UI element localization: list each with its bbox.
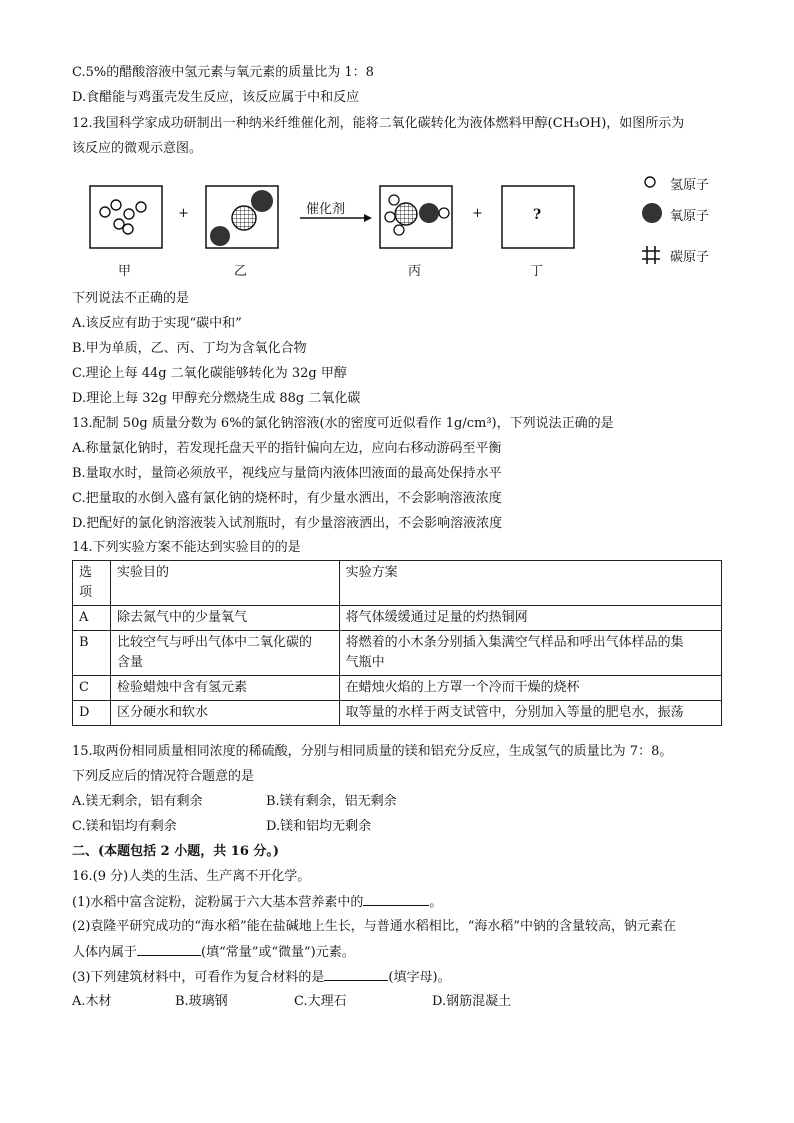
label-bing: 丙 xyxy=(408,264,422,279)
label-ding: 丁 xyxy=(530,264,544,279)
q13-option-b: B.量取水时，量筒必须放平，视线应与量筒内液体凹液面的最高处保持水平 xyxy=(72,466,502,481)
box-jia xyxy=(90,186,162,248)
q16-option-c: C.大理石 xyxy=(294,994,347,1009)
table-row xyxy=(73,606,722,631)
q16-part2-line1: (2)袁隆平研究成功的“海水稻”能在盐碱地上生长，与普通水稻相比，“海水稻”中钠的含量较高，钠元素在 xyxy=(72,919,676,934)
q15-option-c: C.镁和铝均有剩余 xyxy=(72,819,177,834)
q16-option-d: D.钢筋混凝土 xyxy=(432,994,512,1009)
table-row xyxy=(73,631,722,676)
header-goal: 实验目的 xyxy=(110,561,339,606)
box-bing xyxy=(380,186,452,248)
row-option: B xyxy=(73,631,111,676)
q15-stem-line1: 15.取两份相同质量相同浓度的稀硫酸，分别与相同质量的镁和铝充分反应，生成氢气的质量比为 7：8。 xyxy=(72,744,673,759)
q15-option-a: A.镁无剩余，铝有剩余 xyxy=(72,794,203,809)
row-goal: 区分硬水和软水 xyxy=(110,701,339,726)
legend-carbon: 碳原子 xyxy=(670,250,710,265)
q16-part3: (3)下列建筑材料中，可看作为复合材料的是 (填字母)。 xyxy=(72,970,451,985)
row-plan: 将气体缓缓通过足量的灼热铜网 xyxy=(339,606,721,631)
plus-sign-2: + xyxy=(472,206,483,221)
row-goal: 比较空气与呼出气体中二氧化碳的 含量 xyxy=(110,631,339,676)
section-2-title: 二、(本题包括 2 小题，共 16 分。) xyxy=(72,844,280,859)
q13-option-c: C.把量取的水倒入盛有氯化钠的烧杯时，有少量水洒出，不会影响溶液浓度 xyxy=(72,491,502,506)
q15-stem-line2: 下列反应后的情况符合题意的是 xyxy=(72,769,255,784)
q12-option-c: C.理论上每 44g 二氧化碳能够转化为 32g 甲醇 xyxy=(72,366,347,381)
answer-blank-2[interactable] xyxy=(137,943,201,956)
q13-option-d: D.把配好的氯化钠溶液装入试剂瓶时，有少量溶液洒出，不会影响溶液浓度 xyxy=(72,516,503,531)
q16-option-b: B.玻璃钢 xyxy=(175,994,228,1009)
experiment-table xyxy=(72,560,722,726)
legend-oxygen: 氧原子 xyxy=(670,209,710,224)
row-option: C xyxy=(73,676,111,701)
q15-option-d: D.镁和铝均无剩余 xyxy=(266,819,372,834)
catalyst-label: 催化剂 xyxy=(306,202,346,217)
q12-option-a: A.该反应有助于实现“碳中和” xyxy=(72,316,242,331)
table-row xyxy=(73,676,722,701)
q15-option-b: B.镁有剩余，铝无剩余 xyxy=(266,794,397,809)
q16-stem: 16.(9 分)人类的生活、生产离不开化学。 xyxy=(72,869,311,884)
row-goal: 检验蜡烛中含有氢元素 xyxy=(110,676,339,701)
q12-stem-line1: 12.我国科学家成功研制出一种纳米纤维催化剂，能将二氧化碳转化为液体燃料甲醇(CH₃OH)，如图所示为 xyxy=(72,116,685,131)
row-plan: 取等量的水样于两支试管中，分别加入等量的肥皂水，振荡 xyxy=(339,701,721,726)
label-yi: 乙 xyxy=(234,264,248,279)
q14-stem: 14.下列实验方案不能达到实验目的的是 xyxy=(72,540,301,555)
plus-sign-1: + xyxy=(178,206,189,221)
q12-option-b: B.甲为单质，乙、丙、丁均为含氧化合物 xyxy=(72,341,307,356)
table-row xyxy=(73,701,722,726)
header-option: 选 项 xyxy=(73,561,111,606)
answer-blank-1[interactable] xyxy=(363,893,429,906)
row-option: D xyxy=(73,701,111,726)
legend-hydrogen: 氢原子 xyxy=(670,178,710,193)
q12-option-d: D.理论上每 32g 甲醇充分燃烧生成 88g 二氧化碳 xyxy=(72,391,361,406)
q11-option-c: C.5%的醋酸溶液中氢元素与氧元素的质量比为 1：8 xyxy=(72,65,374,80)
row-option: A xyxy=(73,606,111,631)
q16-part2-line2: 人体内属于 (填“常量”或“微量”)元素。 xyxy=(72,945,355,960)
row-plan: 将燃着的小木条分别插入集满空气样品和呼出气体样品的集 气瓶中 xyxy=(339,631,721,676)
q12-stem-line2: 该反应的微观示意图。 xyxy=(72,141,203,156)
header-plan: 实验方案 xyxy=(339,561,721,606)
reaction-micro-diagram xyxy=(72,170,732,285)
q13-option-a: A.称量氯化钠时，若发现托盘天平的指针偏向左边，应向右移动游码至平衡 xyxy=(72,441,502,456)
row-goal: 除去氮气中的少量氧气 xyxy=(110,606,339,631)
q16-part1: (1)水稻中富含淀粉，淀粉属于六大基本营养素中的 。 xyxy=(72,895,443,910)
box-yi xyxy=(206,186,278,248)
unknown-product-mark: ? xyxy=(533,207,542,223)
q12-question: 下列说法不正确的是 xyxy=(72,291,190,306)
q13-stem: 13.配制 50g 质量分数为 6%的氯化钠溶液(水的密度可近似看作 1g/cm³)，下列说法正确的是 xyxy=(72,416,614,431)
label-jia: 甲 xyxy=(118,264,132,279)
q11-option-d: D.食醋能与鸡蛋壳发生反应，该反应属于中和反应 xyxy=(72,90,360,105)
table-header-row xyxy=(73,561,722,606)
q16-option-a: A.木材 xyxy=(72,994,112,1009)
row-plan: 在蜡烛火焰的上方罩一个冷而干燥的烧杯 xyxy=(339,676,721,701)
answer-blank-3[interactable] xyxy=(324,968,388,981)
